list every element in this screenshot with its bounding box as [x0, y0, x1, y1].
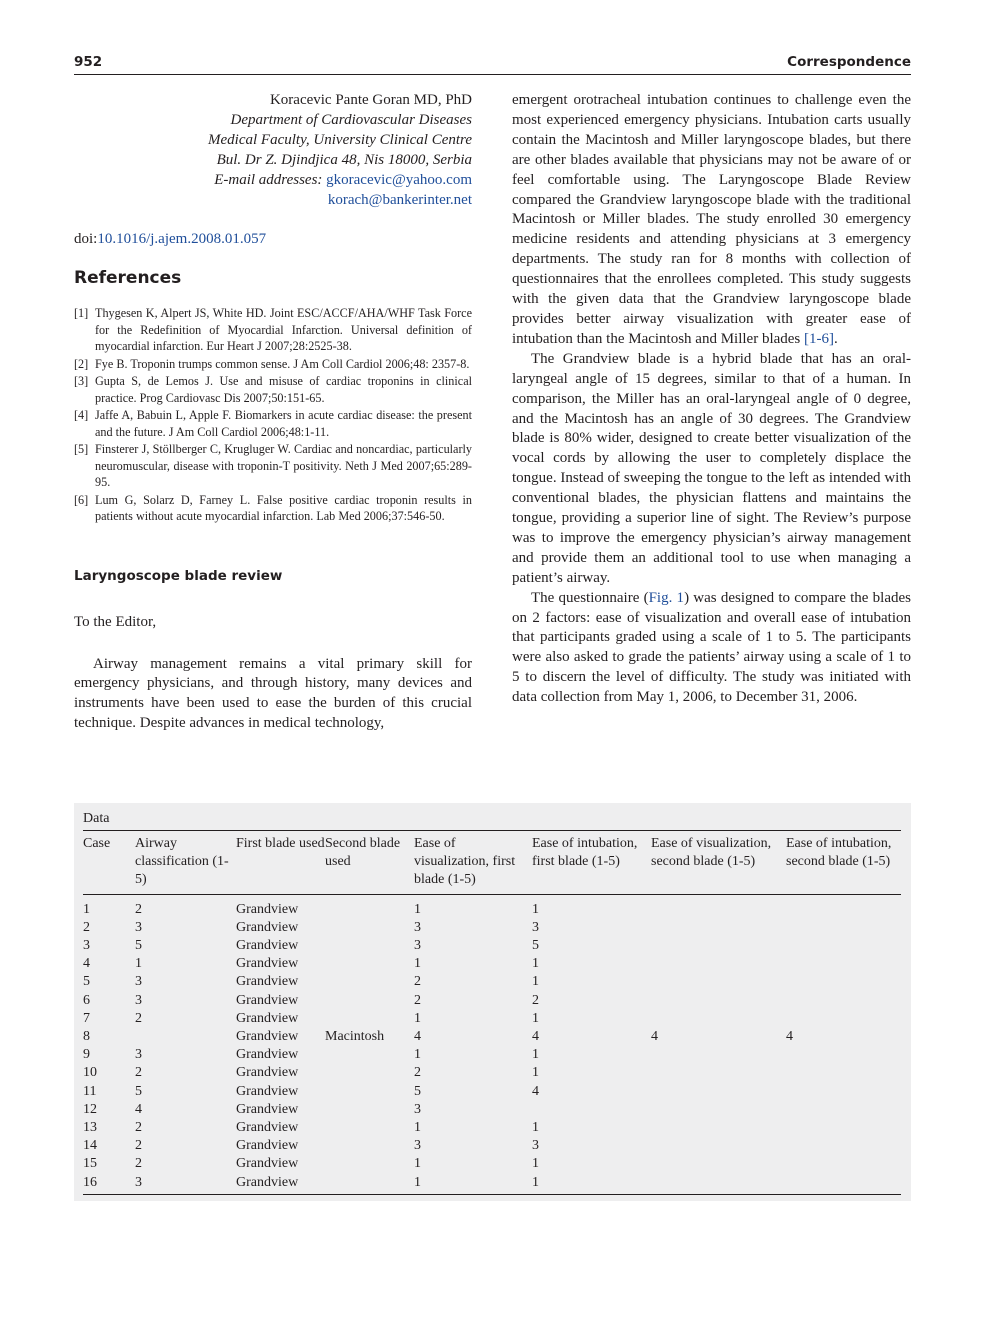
table-cell	[651, 1101, 786, 1119]
table-cell	[786, 992, 901, 1010]
table-cell: 7	[83, 1010, 90, 1026]
table-cell: Grandview	[236, 1047, 299, 1063]
table-cell	[651, 1119, 786, 1137]
table-cell: 1	[414, 1010, 421, 1026]
table-cell: 2	[414, 992, 421, 1008]
reference-item	[74, 305, 472, 355]
table-cell	[651, 1174, 786, 1195]
table-cell	[532, 1101, 651, 1119]
table-cell	[651, 1155, 786, 1173]
table-cell	[786, 1155, 901, 1173]
table-cell: 1	[532, 1047, 539, 1063]
reference-number: [1]	[74, 306, 89, 321]
table-cell: 2	[83, 919, 90, 935]
table-cell: 14	[83, 1138, 97, 1154]
table-cell: Grandview	[236, 1174, 325, 1195]
table-cell: 4	[532, 1029, 539, 1045]
reference-item	[74, 492, 472, 525]
body-paragraph-2: The Grandview blade is a hybrid blade that has an oral-laryngeal angle of 15 degrees, similar to that of a human. In comparison, the Miller has an oral-laryngeal angle of 0 degree, and the Macintosh has an angle of 30 degrees. The Grandview blade is 80% wider, designed to create better visualization of the vocal cords by allowing the user to completely displace the tongue. Instead of sweeping the tongue to the left as intended with conventional blades, the physician flattens and maintains the tongue, providing a superior line of sight. The Review’s purpose was to improve the emergency physician’s airway management and provide them an additional tool to use when managing a patient’s airway.	[512, 350, 911, 586]
table-row	[83, 1174, 901, 1195]
table-cell	[325, 1064, 414, 1082]
table-cell	[786, 919, 901, 937]
table-row	[83, 937, 901, 955]
table-cell: 5	[135, 938, 142, 954]
table-cell: Grandview	[236, 956, 299, 972]
table-row	[83, 1083, 901, 1101]
column-header: Ease of intubation, first blade (1-5)	[532, 831, 651, 895]
table-cell	[325, 955, 414, 973]
column-header: First blade used	[236, 831, 325, 895]
reference-number: [4]	[74, 408, 89, 423]
table-cell: 15	[83, 1156, 97, 1172]
table-cell: Grandview	[236, 1138, 299, 1154]
table-cell: 2	[414, 1065, 421, 1081]
email-line	[74, 171, 472, 191]
table-cell: 2	[135, 1065, 142, 1081]
table-cell	[651, 992, 786, 1010]
body-paragraph-3	[512, 589, 911, 708]
table-cell: 3	[532, 919, 539, 935]
table-cell: 2	[135, 1138, 142, 1154]
table-cell: 4	[532, 1083, 539, 1099]
table-cell: Grandview	[236, 1065, 299, 1081]
table-row	[83, 1101, 901, 1119]
table-cell: Grandview	[236, 1083, 299, 1099]
table-cell	[786, 1010, 901, 1028]
table-cell: 1	[414, 1174, 532, 1195]
right-column	[512, 91, 911, 708]
data-table-panel	[74, 803, 911, 1201]
reference-item	[74, 373, 472, 406]
table-cell: 2	[135, 901, 142, 917]
table-cell: 2	[135, 1120, 142, 1136]
email-line-2	[74, 191, 472, 211]
table-row	[83, 992, 901, 1010]
table-cell: 1	[135, 956, 142, 972]
reference-item	[74, 356, 472, 373]
table-cell: 4	[786, 1029, 793, 1045]
table-cell: 10	[83, 1065, 97, 1081]
table-cell: 9	[83, 1047, 90, 1063]
table-cell: 3	[414, 938, 421, 954]
table-cell	[325, 1155, 414, 1173]
table-cell	[651, 1010, 786, 1028]
paragraph-text: The questionnaire (	[531, 589, 649, 606]
table-cell: Grandview	[236, 1101, 299, 1117]
table-cell: 4	[414, 1029, 421, 1045]
table-cell	[786, 1137, 901, 1155]
table-cell: Grandview	[236, 992, 299, 1008]
table-cell: 6	[83, 992, 90, 1008]
table-cell	[325, 1119, 414, 1137]
table-cell: 1	[532, 1010, 539, 1026]
table-cell: 3	[414, 1138, 421, 1154]
body-paragraph-1: Airway management remains a vital primary skill for emergency physicians, and through history, many devices and instruments have been used to ease the burden of this crucial technique. Despite advances in medical technology,	[74, 655, 472, 732]
table-cell: Grandview	[236, 1156, 299, 1172]
table-cell: 4	[135, 1101, 142, 1117]
left-column	[74, 91, 472, 734]
table-cell: 11	[83, 1083, 97, 1099]
table-cell: 2	[532, 992, 539, 1008]
table-cell: 3	[414, 919, 421, 935]
table-row	[83, 1046, 901, 1064]
table-cell: 5	[135, 1083, 142, 1099]
table-cell: 2	[414, 974, 421, 990]
table-cell	[325, 1101, 414, 1119]
reference-number: [6]	[74, 492, 89, 507]
table-cell	[651, 1046, 786, 1064]
reference-text: Lum G, Solarz D, Farney L. False positive cardiac troponin results in patients without acute myocardial infarction. Lab Med 2006;37:546-50.	[95, 492, 472, 524]
table-cell: 1	[83, 901, 90, 917]
references-heading: References	[74, 268, 182, 289]
column-header: Ease of visualization, second blade (1-5)	[651, 831, 786, 895]
table-cell: 2	[135, 1010, 142, 1026]
table-cell: 1	[532, 1065, 539, 1081]
table-cell	[786, 973, 901, 991]
table-cell	[325, 894, 414, 919]
table-cell	[651, 955, 786, 973]
table-row	[83, 955, 901, 973]
table-cell: 3	[135, 1174, 236, 1195]
reference-text: Jaffe A, Babuin L, Apple F. Biomarkers in acute cardiac disease: the present and the future. J Am Coll Cardiol 2006;48:1-11.	[95, 408, 472, 439]
reference-list	[74, 305, 472, 525]
table-cell: 3	[135, 992, 142, 1008]
salutation: To the Editor,	[74, 613, 157, 630]
doi-line	[74, 230, 472, 250]
table-cell: 5	[414, 1083, 421, 1099]
reference-text: Fye B. Troponin trumps common sense. J Am Coll Cardiol 2006;48: 2357-8.	[95, 356, 470, 371]
table-cell	[325, 973, 414, 991]
table-cell	[651, 1083, 786, 1101]
table-caption: Data	[83, 811, 110, 826]
table-cell: 3	[414, 1101, 421, 1117]
table-cell: 5	[532, 938, 539, 954]
column-header: Second blade used	[325, 831, 414, 895]
table-cell: Grandview	[236, 1010, 299, 1026]
table-cell: 8	[83, 1029, 90, 1045]
table-cell: 1	[532, 901, 539, 917]
table-cell	[786, 894, 901, 919]
table-cell: Grandview	[236, 1029, 299, 1045]
table-cell: 1	[532, 974, 539, 990]
table-cell: 2	[135, 1156, 142, 1172]
table-cell	[786, 1119, 901, 1137]
body-paragraph-1-continued: emergent orotracheal intubation continues to challenge even the most experienced emergency physicians. Intubation carts usually contain the Macintosh and Miller laryngoscope blades, but there are other blades available that physicians may not be aware of or feel comfortable using. The Laryngoscope Blade Review compared the Grandview laryngoscope blade with the traditional Macintosh or Miller blades. The study enrolled 30 emergency medicine residents and attending physicians at 3 emergency departments. The study ran for 8 months with collection of questionnaires that the enrollees completed. This study suggests with the given data that the Grandview laryngoscope blade provides better airway visualization with greater ease of intubation than the Macintosh and Miller blades [1-6].	[512, 92, 911, 347]
table-cell: 3	[532, 1138, 539, 1154]
table-row	[83, 1010, 901, 1028]
table-header-row	[83, 831, 901, 895]
table-cell: 3	[83, 938, 90, 954]
table-row	[83, 1064, 901, 1082]
data-table	[83, 830, 901, 1195]
table-cell: 1	[532, 1174, 651, 1195]
reference-item	[74, 407, 472, 440]
table-cell	[651, 973, 786, 991]
table-cell	[325, 919, 414, 937]
table-cell: Macintosh	[325, 1029, 385, 1045]
table-cell: 3	[135, 974, 142, 990]
reference-number: [5]	[74, 442, 89, 457]
table-cell	[786, 1083, 901, 1101]
table-cell: 3	[135, 1047, 142, 1063]
table-cell	[786, 1046, 901, 1064]
table-cell: 1	[532, 1120, 539, 1136]
reference-number: [2]	[74, 356, 89, 371]
table-cell: 4	[83, 956, 90, 972]
table-cell: 1	[414, 956, 421, 972]
author-address: Bul. Dr Z. Djindjica 48, Nis 18000, Serbia	[216, 151, 472, 168]
table-cell: 5	[83, 974, 90, 990]
author-name: Koracevic Pante Goran MD, PhD	[269, 92, 472, 108]
table-cell	[135, 1028, 236, 1046]
journal-section: Correspondence	[787, 54, 911, 70]
author-faculty: Medical Faculty, University Clinical Centre	[208, 131, 472, 148]
reference-text: Finsterer J, Stöllberger C, Krugluger W. Cardiac and noncardiac, particularly neuromuscular, disease with troponin-T positivity. Neth J Med 2007;65:289-95.	[95, 442, 472, 490]
table-row	[83, 1119, 901, 1137]
reference-text: Gupta S, de Lemos J. Use and misuse of cardiac troponins in clinical practice. Prog Cardiovasc Dis 2007;50:151-65.	[95, 374, 472, 405]
figure-link[interactable]: Fig. 1	[648, 589, 685, 606]
table-cell	[325, 1174, 414, 1195]
table-cell: Grandview	[236, 1120, 299, 1136]
table-cell	[651, 937, 786, 955]
reference-text: Thygesen K, Alpert JS, White HD. Joint ESC/ACCF/AHA/WHF Task Force for the Redefinition of Myocardial Infarction. Universal definition of myocardial infarction. Eur Heart J 2007;28:2525-38.	[95, 306, 472, 354]
table-cell: 1	[414, 1047, 421, 1063]
table-cell	[651, 919, 786, 937]
paragraph-text: emergent orotracheal intubation continues to challenge even the most experienced emergency physicians. Intubation carts usually contain the Macintosh and Miller laryngoscope blades, but there are other blades available that physicians may not be aware of or feel comfortable using. The Laryngoscope Blade Review compared the Grandview laryngoscope blade with the traditional Macintosh or Miller blades. The study enrolled 30 emergency medicine residents and attending physicians at 3 emergency departments. The study ran for 8 months with collection of questionnaires that the enrollees completed. This study suggests with the given data that the Grandview laryngoscope blade provides better airway visualization with greater ease of intubation than the Macintosh and Miller blades	[512, 92, 911, 347]
table-row	[83, 894, 901, 919]
column-header: Ease of visualization, first blade (1-5)	[414, 831, 532, 895]
column-header: Ease of intubation, second blade (1-5)	[786, 831, 901, 895]
table-cell: 1	[532, 1156, 539, 1172]
table-cell	[325, 1046, 414, 1064]
table-body	[83, 894, 901, 1194]
table-cell	[786, 955, 901, 973]
author-block	[74, 91, 472, 210]
citation-link[interactable]: [1-6]	[804, 330, 835, 347]
table-cell: 1	[414, 1120, 421, 1136]
email-label: E-mail addresses:	[214, 171, 323, 188]
table-row	[83, 1028, 901, 1046]
reference-number: [3]	[74, 374, 89, 389]
table-cell	[325, 1137, 414, 1155]
letter-title: Laryngoscope blade review	[74, 567, 283, 584]
author-department: Department of Cardiovascular Diseases	[230, 111, 472, 128]
reference-item	[74, 441, 472, 491]
table-row	[83, 1155, 901, 1173]
page-number: 952	[74, 54, 103, 70]
table-cell: 1	[414, 901, 421, 917]
table-cell: 13	[83, 1120, 97, 1136]
paragraph-text: ) was designed to compare the blades on 2 factors: ease of visualization and overall ease of intubation that participants graded using a scale of 1 to 5. The participants were also asked to grade the patients’ airway using a scale of 1 to 5 to discern the level of difficulty. The study was initiated with data collection from May 1, 2006, to December 31, 2006.	[512, 589, 911, 706]
table-cell: Grandview	[236, 901, 299, 917]
column-header: Case	[83, 831, 135, 895]
table-cell: 4	[651, 1029, 658, 1045]
table-cell: 3	[135, 919, 142, 935]
running-header	[74, 54, 911, 75]
table-row	[83, 919, 901, 937]
table-row	[83, 1137, 901, 1155]
table-cell: 16	[83, 1174, 135, 1195]
doi-prefix: doi:	[74, 231, 98, 248]
table-cell	[786, 937, 901, 955]
table-cell	[325, 937, 414, 955]
table-cell: 12	[83, 1101, 97, 1117]
table-cell: Grandview	[236, 938, 299, 954]
email-link-2[interactable]: korach@bankerinter.net	[327, 191, 472, 208]
table-cell	[325, 992, 414, 1010]
table-cell: 1	[414, 1156, 421, 1172]
table-cell	[651, 1137, 786, 1155]
table-cell	[786, 1101, 901, 1119]
table-cell	[325, 1083, 414, 1101]
table-cell: Grandview	[236, 919, 299, 935]
table-cell	[651, 894, 786, 919]
doi-link[interactable]: 10.1016/j.ajem.2008.01.057	[97, 231, 267, 248]
table-cell	[325, 1010, 414, 1028]
table-cell: 1	[532, 956, 539, 972]
table-cell	[786, 1064, 901, 1082]
table-cell: Grandview	[236, 974, 299, 990]
table-cell	[786, 1174, 901, 1195]
column-header: Airway classification (1-5)	[135, 831, 236, 895]
email-link-1[interactable]: gkoracevic@yahoo.com	[326, 171, 472, 188]
table-cell	[651, 1064, 786, 1082]
table-row	[83, 973, 901, 991]
